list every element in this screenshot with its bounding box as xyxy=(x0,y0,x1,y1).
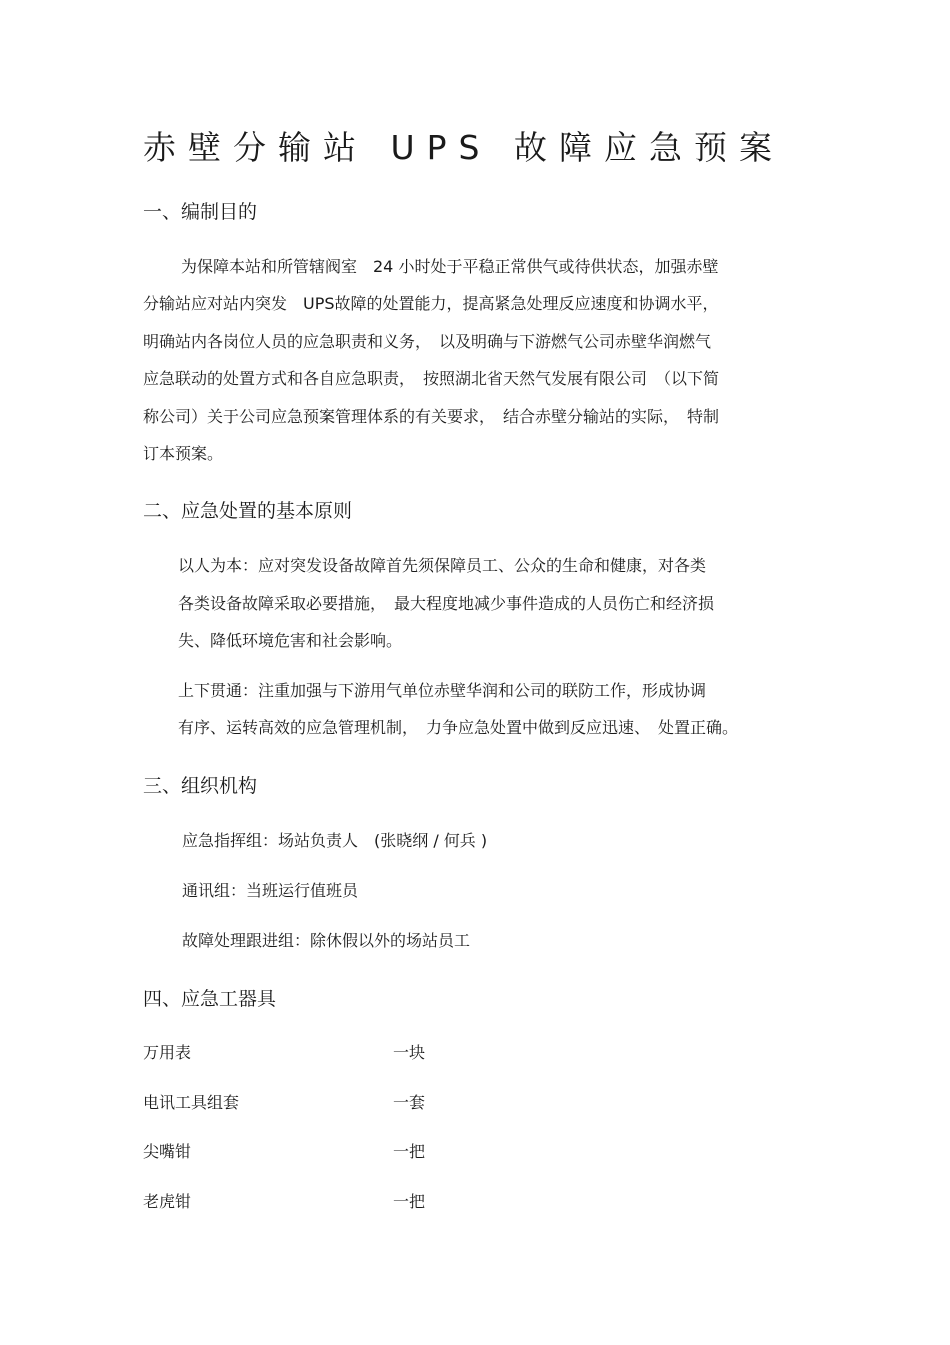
tool-qty-needle-nose-pliers: 一把 xyxy=(393,1142,426,1161)
principle-people-line-3: 失、降低环境危害和社会影响。 xyxy=(178,631,403,650)
principle-coordination-line-2: 有序、运转高效的应急管理机制， 力争应急处置中做到反应迅速、 处置正确。 xyxy=(178,718,739,737)
principle-people-line-1: 以人为本：应对突发设备故障首先须保障员工、公众的生命和健康，对各类 xyxy=(178,556,707,575)
tool-name-multimeter: 万用表 xyxy=(143,1043,192,1062)
tool-name-needle-nose-pliers: 尖嘴钳 xyxy=(143,1142,192,1161)
purpose-line-5: 称公司）关于公司应急预案管理体系的有关要求， 结合赤壁分输站的实际， 特制 xyxy=(143,407,720,426)
tool-qty-electrical-kit: 一套 xyxy=(393,1093,426,1112)
tool-qty-lineman-pliers: 一把 xyxy=(393,1192,426,1211)
tool-qty-multimeter: 一块 xyxy=(393,1043,426,1062)
section-heading-organization: 三、组织机构 xyxy=(143,775,258,797)
document-title: 赤壁分输站 UPS 故障应急预案 xyxy=(143,128,784,167)
purpose-line-3: 明确站内各岗位人员的应急职责和义务， 以及明确与下游燃气公司赤壁华润燃气 xyxy=(143,332,712,351)
purpose-line-2: 分输站应对站内突发 UPS故障的处置能力，提高紧急处理反应速度和协调水平， xyxy=(143,294,719,313)
org-command-group: 应急指挥组：场站负责人 (张晓纲 / 何兵 ) xyxy=(182,831,488,850)
purpose-line-4: 应急联动的处置方式和各自应急职责， 按照湖北省天然气发展有限公司 （以下简 xyxy=(143,369,720,388)
section-heading-principles: 二、应急处置的基本原则 xyxy=(143,500,353,522)
purpose-line-6: 订本预案。 xyxy=(143,444,224,463)
org-followup-group: 故障处理跟进组：除休假以外的场站员工 xyxy=(182,931,471,950)
principle-coordination-line-1: 上下贯通：注重加强与下游用气单位赤壁华润和公司的联防工作，形成协调 xyxy=(178,681,707,700)
tool-name-electrical-kit: 电讯工具组套 xyxy=(143,1093,240,1112)
section-heading-tools: 四、应急工器具 xyxy=(143,988,277,1010)
section-heading-purpose: 一、编制目的 xyxy=(143,201,258,223)
principle-people-line-2: 各类设备故障采取必要措施， 最大程度地减少事件造成的人员伤亡和经济损 xyxy=(178,594,715,613)
tool-name-lineman-pliers: 老虎钳 xyxy=(143,1192,192,1211)
org-communication-group: 通讯组：当班运行值班员 xyxy=(182,881,359,900)
purpose-line-1: 为保障本站和所管辖阀室 24 小时处于平稳正常供气或待供状态，加强赤壁 xyxy=(181,257,719,276)
